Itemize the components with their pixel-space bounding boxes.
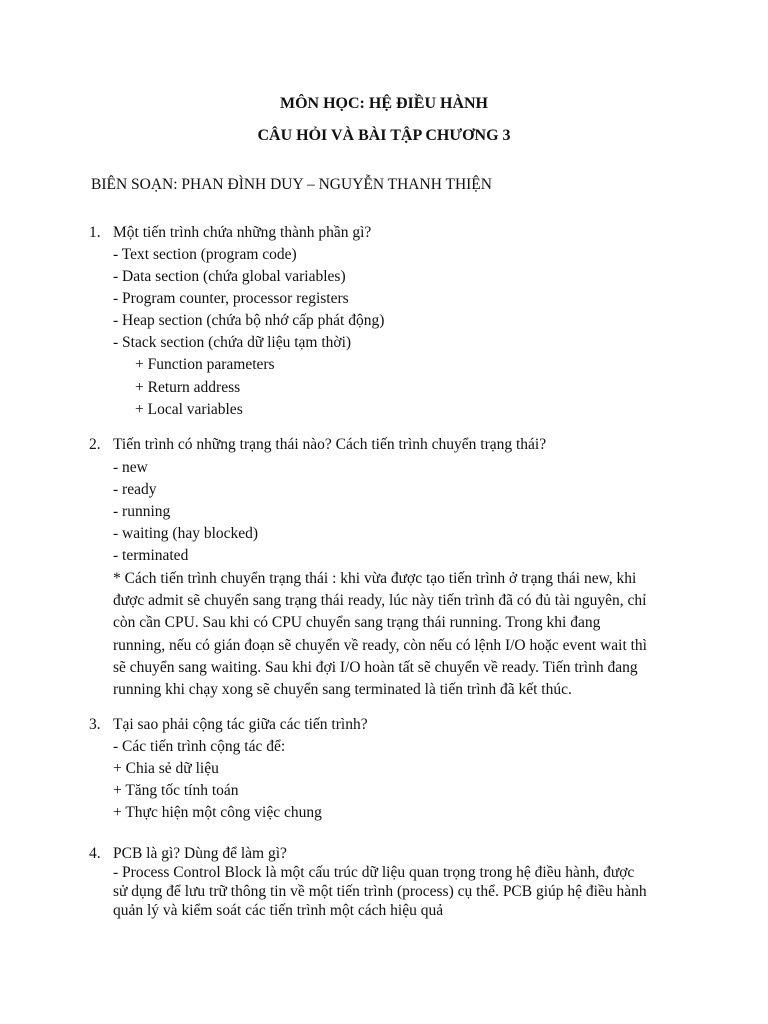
- question-number: 4.: [89, 845, 101, 862]
- list-item: - waiting (hay blocked): [113, 525, 259, 542]
- sub-list-item: + Return address: [135, 379, 241, 396]
- list-item: - terminated: [113, 547, 189, 564]
- list-item: + Tăng tốc tính toán: [113, 782, 239, 799]
- list-item: - Các tiến trình cộng tác để:: [113, 738, 286, 755]
- sub-list-item: + Local variables: [135, 401, 243, 418]
- list-item: - Stack section (chứa dữ liệu tạm thời): [113, 334, 352, 351]
- list-item: - Program counter, processor registers: [113, 290, 349, 307]
- question-text: Một tiến trình chứa những thành phần gì?: [113, 224, 372, 241]
- paragraph-line: running khi chạy xong sẽ chuyển sang terminated là tiến trình đã kết thúc.: [113, 681, 572, 698]
- question-number: 2.: [89, 436, 101, 453]
- sub-list-item: + Function parameters: [135, 356, 275, 373]
- list-item: - Data section (chứa global variables): [113, 268, 346, 285]
- question-text: Tại sao phải cộng tác giữa các tiến trình?: [113, 716, 368, 733]
- paragraph-line: sử dụng để lưu trữ thông tin về một tiến trình (process) cụ thể. PCB giúp hệ điều hành: [113, 883, 647, 900]
- list-item: - Text section (program code): [113, 246, 297, 263]
- authors-line: BIÊN SOẠN: PHAN ĐÌNH DUY – NGUYỄN THANH THIỆN: [91, 176, 492, 193]
- list-item: - new: [113, 459, 148, 476]
- document-subtitle: CÂU HỎI VÀ BÀI TẬP CHƯƠNG 3: [257, 127, 511, 144]
- list-item: + Thực hiện một công việc chung: [113, 804, 322, 821]
- paragraph-line: quản lý và kiểm soát các tiến trình một cách hiệu quả: [113, 902, 444, 919]
- paragraph-line: - Process Control Block là một cấu trúc dữ liệu quan trọng trong hệ điều hành, được: [113, 864, 635, 881]
- question-number: 3.: [89, 716, 101, 733]
- list-item: - ready: [113, 481, 157, 498]
- paragraph-line: sẽ chuyển sang waiting. Sau khi đợi I/O hoàn tất sẽ chuyển về ready. Tiến trình đang: [113, 659, 638, 676]
- list-item: - running: [113, 503, 171, 520]
- question-text: Tiến trình có những trạng thái nào? Cách tiến trình chuyển trạng thái?: [113, 436, 547, 453]
- paragraph-line: * Cách tiến trình chuyển trạng thái : khi vừa được tạo tiến trình ở trạng thái new, khi: [113, 570, 637, 587]
- list-item: - Heap section (chứa bộ nhớ cấp phát động): [113, 312, 385, 329]
- paragraph-line: running, nếu có gián đoạn sẽ chuyển về ready, còn nếu có lệnh I/O hoặc event wait thì: [113, 637, 647, 654]
- paragraph-line: được admit sẽ chuyển sang trạng thái ready, lúc này tiến trình đã có đủ tài nguyên, chỉ: [113, 592, 647, 609]
- list-item: + Chia sẻ dữ liệu: [113, 760, 219, 777]
- document-title: MÔN HỌC: HỆ ĐIỀU HÀNH: [280, 95, 488, 112]
- question-number: 1.: [89, 224, 101, 241]
- paragraph-line: còn cần CPU. Sau khi có CPU chuyển sang trạng thái running. Trong khi đang: [113, 614, 601, 631]
- question-text: PCB là gì? Dùng để làm gì?: [113, 845, 287, 862]
